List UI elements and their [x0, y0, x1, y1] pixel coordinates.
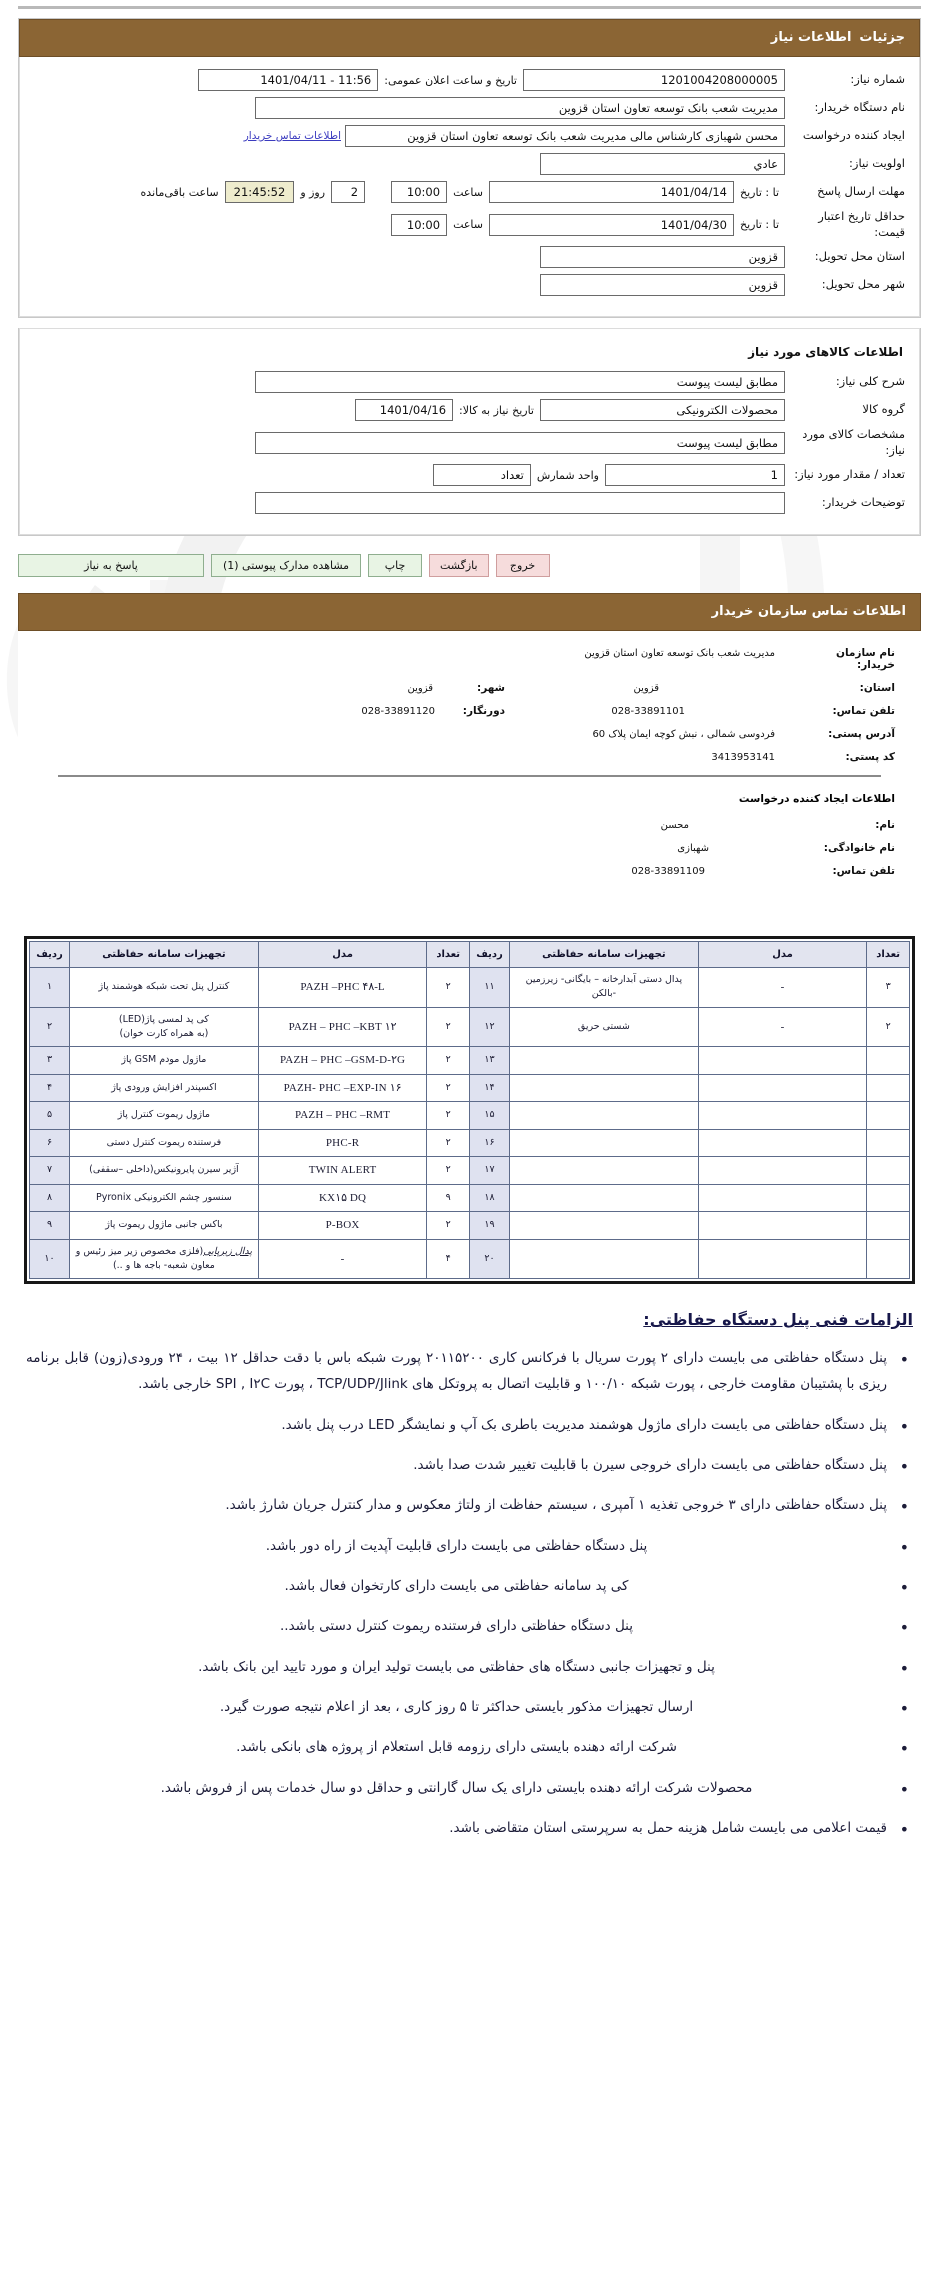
- priority-row: [34, 153, 905, 175]
- cell-index-left: ۲۰: [470, 1239, 510, 1279]
- cell-index-left: ۱۱: [470, 968, 510, 1008]
- cell-index-right: ۷: [30, 1157, 70, 1185]
- cell-name-left: شستی حریق: [509, 1007, 698, 1047]
- need-details-header: [19, 19, 920, 57]
- goods-qty-value: 1: [605, 464, 785, 486]
- cell-index-left: ۱۵: [470, 1102, 510, 1130]
- cell-model-left: [698, 1212, 867, 1240]
- creator-row: [34, 125, 905, 147]
- cell-qty-right: ۲: [427, 1102, 470, 1130]
- need-details-body: [19, 57, 920, 317]
- goods-notes-row: [34, 492, 905, 514]
- cell-model-left: [698, 1074, 867, 1102]
- validity-to-label: تا : تاریخ: [740, 218, 779, 232]
- cell-model-left: [698, 1157, 867, 1185]
- screen-content: [0, 0, 939, 906]
- cell-name-left: [509, 1184, 698, 1212]
- contact-header: [18, 593, 921, 631]
- cell-name-right: ماژول ریموت کنترل پاژ: [70, 1102, 259, 1130]
- goods-section-title: اطلاعات کالاهای مورد نیاز: [748, 345, 903, 360]
- deadline-hour-value: 10:00: [391, 181, 447, 203]
- creator-last-name-row: [44, 842, 895, 854]
- th-name-right: تجهیزات سامانه حفاظتی: [70, 942, 259, 968]
- goods-specs-row: [34, 427, 905, 458]
- table-row: [30, 1184, 910, 1212]
- cell-index-right: ۱: [30, 968, 70, 1008]
- cell-model-right: -: [258, 1239, 427, 1279]
- need-details-header-title: جزئیات: [859, 30, 905, 45]
- th-model-left: مدل: [698, 942, 867, 968]
- cell-index-left: ۱۲: [470, 1007, 510, 1047]
- table-row: [30, 1129, 910, 1157]
- creator-value: محسن شهبازی کارشناس مالی مدیریت شعب بانک توسعه تعاون استان قزوین: [345, 125, 785, 147]
- contact-org-label: نام سازمان خریدار:: [836, 647, 895, 672]
- table-row: [30, 968, 910, 1008]
- creator-phone-value: 028-33891109: [631, 866, 705, 878]
- contact-province-value: قزوین: [633, 683, 659, 695]
- contact-phone-value: 028-33891101: [611, 706, 685, 718]
- cell-qty-left: [867, 1212, 910, 1240]
- cell-index-left: ۱۸: [470, 1184, 510, 1212]
- requirements-title: الزامات فنی پنل دستگاه حفاظتی:: [643, 1310, 913, 1330]
- remaining-days-value: 2: [331, 181, 365, 203]
- equipment-table-head: [30, 942, 910, 968]
- requirements-list: [26, 1345, 913, 1841]
- contact-postal-row: [44, 751, 895, 763]
- city-value: قزوین: [540, 274, 785, 296]
- cell-qty-right: ۲: [427, 1074, 470, 1102]
- cell-name-left: [509, 1074, 698, 1102]
- cell-model-right: PAZH – PHC –KBT ۱۲: [258, 1007, 427, 1047]
- validity-hour-label: ساعت: [453, 218, 483, 232]
- print-button[interactable]: چاپ: [368, 554, 422, 577]
- creator-first-name-row: [44, 819, 895, 831]
- validity-row: [34, 209, 905, 240]
- cell-name-right: آژیر سیرن پایرونیکس(داخلی –سقفی): [70, 1157, 259, 1185]
- cell-index-right: ۳: [30, 1047, 70, 1075]
- goods-group-row: [34, 399, 905, 421]
- table-row: [30, 1239, 910, 1279]
- goods-desc-label: شرح کلی نیاز:: [835, 374, 905, 389]
- goods-unit-label: واحد شمارش: [536, 468, 599, 482]
- goods-notes-value: [255, 492, 785, 514]
- requirement-item: • پنل دستگاه حفاظتی می بایست دارای خروجی سیرن با قابلیت تغییر شدت صدا باشد.: [26, 1452, 913, 1478]
- contact-body: [18, 631, 921, 906]
- requirement-item: • پنل دستگاه حفاظتی می بایست دارای قابلیت آپدیت از راه دور باشد.: [26, 1533, 913, 1559]
- priority-value: عادي: [540, 153, 785, 175]
- requirement-item: • کی پد سامانه حفاظتی می بایست دارای کارتخوان فعال باشد.: [26, 1573, 913, 1599]
- goods-card: [18, 328, 921, 536]
- contact-address-label: آدرس پستی:: [828, 728, 895, 741]
- cell-qty-left: [867, 1074, 910, 1102]
- cell-index-left: ۱۷: [470, 1157, 510, 1185]
- cell-index-left: ۱۳: [470, 1047, 510, 1075]
- cell-index-right: ۴: [30, 1074, 70, 1102]
- goods-qty-row: [34, 464, 905, 486]
- deadline-date-value: 1401/04/14: [489, 181, 734, 203]
- cell-model-left: [698, 1129, 867, 1157]
- th-qty-right: تعداد: [427, 942, 470, 968]
- cell-model-left: -: [698, 1007, 867, 1047]
- goods-notes-label: توضیحات خریدار:: [821, 495, 905, 510]
- cell-qty-left: [867, 1047, 910, 1075]
- action-button-row: [18, 546, 813, 583]
- creator-first-name-label: نام:: [875, 819, 895, 832]
- cell-name-right: اکسپندر افزایش ورودی پاژ: [70, 1074, 259, 1102]
- province-label: استان محل تحویل:: [814, 249, 905, 264]
- table-row: [30, 1102, 910, 1130]
- requirement-item: • پنل دستگاه حفاظتی دارای فرستنده ریموت کنترل دستی باشد..: [26, 1613, 913, 1639]
- equipment-table-wrapper: [24, 936, 915, 1284]
- contact-city-label: شهر:: [477, 682, 505, 695]
- cell-name-right: ماژول مودم GSM پاژ: [70, 1047, 259, 1075]
- goods-need-date-label: تاریخ نیاز به کالا:: [459, 403, 534, 417]
- cell-name-left: [509, 1102, 698, 1130]
- cell-name-right: باکس جانبی ماژول ریموت پاژ: [70, 1212, 259, 1240]
- cell-index-right: ۶: [30, 1129, 70, 1157]
- creator-last-name-value: شهبازی: [677, 843, 709, 855]
- requirements-section: [26, 1310, 913, 1841]
- goods-desc-row: [34, 371, 905, 393]
- exit-button[interactable]: خروج: [496, 554, 550, 577]
- cell-index-right: ۸: [30, 1184, 70, 1212]
- cell-model-left: -: [698, 968, 867, 1008]
- cell-index-left: ۱۹: [470, 1212, 510, 1240]
- city-label: شهر محل تحویل:: [821, 277, 905, 292]
- requirement-item: • قیمت اعلامی می بایست شامل هزینه حمل به سرپرستی استان متقاضی باشد.: [26, 1815, 913, 1841]
- goods-qty-label: تعداد / مقدار مورد نیاز:: [794, 467, 905, 482]
- validity-label: حداقل تاریخ اعتبار قیمت:: [818, 209, 905, 239]
- cell-index-right: ۵: [30, 1102, 70, 1130]
- creator-info-title: اطلاعات ایجاد کننده درخواست: [738, 793, 895, 806]
- creator-phone-row: [44, 865, 895, 877]
- requirement-item: • پنل دستگاه حفاظتی می بایست دارای ماژول هوشمند مدیریت باطری بک آپ و نمایشگر LED درب پنل باشد.: [26, 1412, 913, 1438]
- province-value: قزوین: [540, 246, 785, 268]
- cell-name-right: سنسور چشم الکترونیکی Pyronix: [70, 1184, 259, 1212]
- cell-model-right: P-BOX: [258, 1212, 427, 1240]
- cell-qty-right: ۴: [427, 1239, 470, 1279]
- th-name-left: تجهیزات سامانه حفاظتی: [509, 942, 698, 968]
- cell-qty-left: ۳: [867, 968, 910, 1008]
- deadline-to-label: تا : تاریخ: [740, 185, 779, 199]
- need-number-row: [34, 69, 905, 91]
- countdown-suffix-label: ساعت باقی‌مانده: [140, 185, 219, 199]
- goods-specs-label: مشخصات کالای مورد نیاز:: [802, 427, 905, 457]
- cell-qty-left: [867, 1102, 910, 1130]
- contact-city-value: قزوین: [407, 683, 433, 695]
- cell-index-right: ۹: [30, 1212, 70, 1240]
- cell-name-left: [509, 1129, 698, 1157]
- goods-group-label: گروه کالا: [862, 402, 905, 417]
- equipment-table-header-row: [30, 942, 910, 968]
- cell-qty-left: [867, 1239, 910, 1279]
- cell-qty-right: ۲: [427, 1157, 470, 1185]
- announce-datetime-text: 1401/04/11 - 11:56: [260, 73, 372, 87]
- validity-hour-value: 10:00: [391, 214, 447, 236]
- province-row: [34, 246, 905, 268]
- goods-body: [19, 328, 920, 535]
- contact-postal-value: 3413953141: [711, 752, 775, 764]
- goods-unit-value: تعداد: [433, 464, 531, 486]
- announce-datetime-label-inline: تاریخ و ساعت اعلان عمومی:: [384, 73, 517, 87]
- cell-model-right: PAZH- PHC –EXP-IN ۱۶: [258, 1074, 427, 1102]
- th-index-left: ردیف: [470, 942, 510, 968]
- buyer-org-label: نام دستگاه خریدار:: [814, 100, 905, 115]
- deadline-label: مهلت ارسال پاسخ: [817, 184, 905, 199]
- table-row: [30, 1074, 910, 1102]
- contact-phone-label: تلفن تماس:: [832, 705, 895, 718]
- requirement-item: • محصولات شرکت ارائه دهنده بایستی دارای یک سال گارانتی و حداقل دو سال خدمات پس از فروش باشد.: [26, 1775, 913, 1801]
- contact-org-value: مدیریت شعب بانک توسعه تعاون استان قزوین: [584, 648, 775, 660]
- remaining-days-unit: روز و: [300, 185, 326, 199]
- creator-label: ایجاد کننده درخواست: [802, 128, 905, 143]
- cell-qty-right: ۲: [427, 1129, 470, 1157]
- need-number-label: شماره نیاز:: [850, 72, 905, 87]
- contact-card: [18, 593, 921, 906]
- goods-desc-value: مطابق لیست پیوست: [255, 371, 785, 393]
- contact-fax-value: 028-33891120: [361, 706, 435, 718]
- contact-phone-row: [44, 705, 895, 717]
- cell-model-left: [698, 1239, 867, 1279]
- back-button[interactable]: بازگشت: [429, 554, 489, 577]
- creator-phone-label: تلفن تماس:: [832, 865, 895, 878]
- requirement-item: • ارسال تجهیزات مذکور بایستی حداکثر تا ۵ روز کاری ، بعد از اعلام نتیجه صورت گیرد.: [26, 1694, 913, 1720]
- cell-model-right: PAZH – PHC –GSM-D-۲G: [258, 1047, 427, 1075]
- deadline-hour-label: ساعت: [453, 185, 483, 199]
- contact-location-row: [44, 682, 895, 694]
- cell-qty-left: [867, 1157, 910, 1185]
- cell-qty-right: ۲: [427, 968, 470, 1008]
- equipment-table-body: [30, 968, 910, 1279]
- cell-name-left: پدال دستی آبدارخانه – بایگانی- زیرزمین -بالکن: [509, 968, 698, 1008]
- cell-name-right: کی پد لمسی پاژ(LED) (به همراه کارت خوان): [70, 1007, 259, 1047]
- buyer-org-row: [34, 97, 905, 119]
- cell-qty-right: ۹: [427, 1184, 470, 1212]
- contact-divider: [58, 775, 881, 777]
- contact-address-value: فردوسی شمالی ، نبش کوچه ایمان پلاک 60: [592, 729, 775, 741]
- goods-specs-value: مطابق لیست پیوست: [255, 432, 785, 454]
- buyer-org-value: مدیریت شعب بانک توسعه تعاون استان قزوین: [255, 97, 785, 119]
- cell-name-left: [509, 1239, 698, 1279]
- contact-org-row: [44, 647, 895, 671]
- view-attached-documents-button[interactable]: مشاهده مدارک پیوستی (1): [211, 554, 361, 577]
- cell-name-right: پدال زیرپایی(فلزی مخصوص زیر میز رئیس و معاون شعبه- باجه ها و ..): [70, 1239, 259, 1279]
- cell-index-right: ۱۰: [30, 1239, 70, 1279]
- cell-model-right: PAZH – PHC –RMT: [258, 1102, 427, 1130]
- cell-index-left: ۱۴: [470, 1074, 510, 1102]
- contact-address-row: [44, 728, 895, 740]
- announce-datetime-value: [198, 69, 378, 91]
- cell-model-left: [698, 1047, 867, 1075]
- cell-model-right: TWIN ALERT: [258, 1157, 427, 1185]
- countdown-timer: 21:45:52: [225, 181, 295, 203]
- equipment-table: [29, 941, 910, 1279]
- contact-fax-label: دورنگار:: [462, 705, 505, 718]
- cell-name-left: [509, 1212, 698, 1240]
- creator-last-name-label: نام خانوادگی:: [823, 842, 895, 855]
- table-row: [30, 1212, 910, 1240]
- need-number-value: 1201004208000005: [523, 69, 785, 91]
- cell-index-right: ۲: [30, 1007, 70, 1047]
- cell-name-right: فرستنده ریموت کنترل دستی: [70, 1129, 259, 1157]
- cell-qty-right: ۲: [427, 1047, 470, 1075]
- deadline-row: [34, 181, 905, 203]
- creator-first-name-value: محسن: [660, 820, 689, 832]
- cell-model-left: [698, 1184, 867, 1212]
- cell-qty-left: [867, 1129, 910, 1157]
- need-details-card: [18, 18, 921, 318]
- cell-qty-left: [867, 1184, 910, 1212]
- requirement-item: • پنل دستگاه حفاظتی دارای ۳ خروجی تغذیه ۱ آمپری ، سیستم حفاظت از ولتاژ معکوس و مدار کنترل جریان شارژ باشد.: [26, 1492, 913, 1518]
- cell-qty-right: ۲: [427, 1007, 470, 1047]
- cell-name-left: [509, 1047, 698, 1075]
- th-model-right: مدل: [258, 942, 427, 968]
- cell-name-right: کنترل پنل تحت شبکه هوشمند پاژ: [70, 968, 259, 1008]
- cell-name-left: [509, 1157, 698, 1185]
- cell-model-right: KX۱۵ DQ: [258, 1184, 427, 1212]
- cell-index-left: ۱۶: [470, 1129, 510, 1157]
- goods-group-value: محصولات الکترونیکی: [540, 399, 785, 421]
- need-details-header-subtitle: اطلاعات نیاز: [770, 30, 852, 45]
- contact-header-title: اطلاعات تماس سازمان خریدار: [711, 604, 906, 620]
- cell-model-right: PHC-R: [258, 1129, 427, 1157]
- contact-postal-label: کد پستی:: [845, 751, 895, 764]
- respond-to-need-button[interactable]: پاسخ به نیاز: [18, 554, 204, 577]
- validity-date-value: 1401/04/30: [489, 214, 734, 236]
- requirement-item: • پنل و تجهیزات جانبی دستگاه های حفاظتی می بایست تولید ایران و مورد تایید این بانک باشد.: [26, 1654, 913, 1680]
- table-row: [30, 1047, 910, 1075]
- th-qty-left: تعداد: [867, 942, 910, 968]
- goods-need-date-value: 1401/04/16: [355, 399, 453, 421]
- buyer-contact-link[interactable]: اطلاعات تماس خریدار: [243, 130, 341, 142]
- cell-qty-right: ۲: [427, 1212, 470, 1240]
- requirement-item: • شرکت ارائه دهنده بایستی دارای رزومه قابل استعلام از پروژه های بانکی باشد.: [26, 1734, 913, 1760]
- city-row: [34, 274, 905, 296]
- cell-qty-left: ۲: [867, 1007, 910, 1047]
- requirement-item: • پنل دستگاه حفاظتی می بایست دارای ۲ پورت سریال با فرکانس کاری ۲۰۱۱۵۲۰۰ پورت شبکه باس با دقت حداقل ۱۲ بیت ، ۲۴ ورودی(زون) قابل برنامه ریزی با پشتیبان مقاومت خارجی ، پورت شبکه ۱۰۰/۱۰ و قابلیت اتصال به پروتکل های TCP/UDP/Jlink ، پورت SPI , I۲C خارجی باشد.: [26, 1345, 913, 1398]
- cell-model-right: PAZH –PHC ۴۸-L: [258, 968, 427, 1008]
- table-row: [30, 1157, 910, 1185]
- contact-province-label: استان:: [859, 682, 895, 695]
- th-index-right: ردیف: [30, 942, 70, 968]
- table-row: [30, 1007, 910, 1047]
- priority-label: اولویت نیاز:: [849, 156, 905, 171]
- cell-model-left: [698, 1102, 867, 1130]
